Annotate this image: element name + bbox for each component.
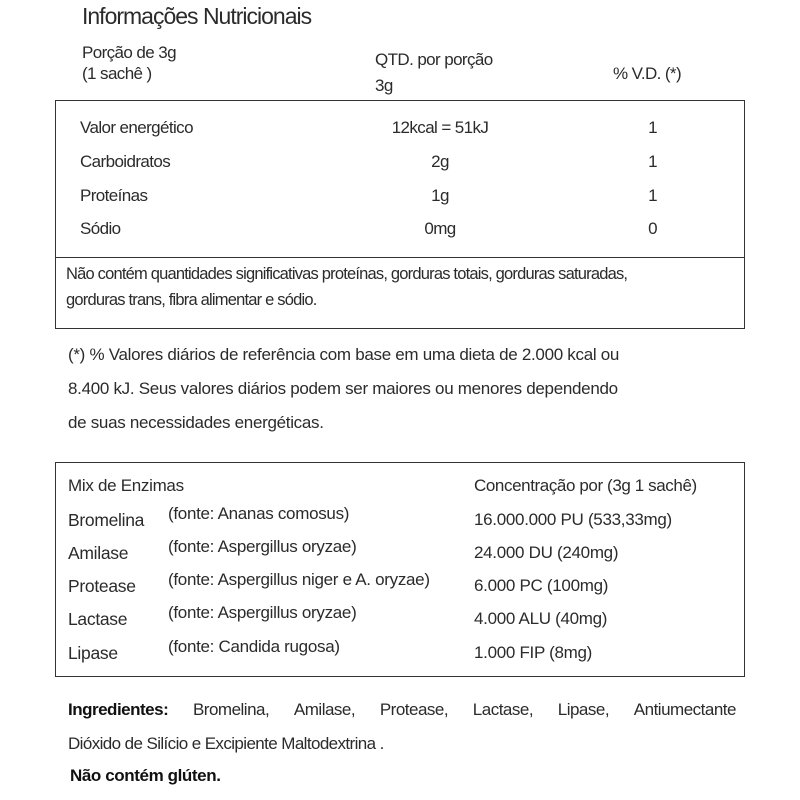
enzyme-concentration: 4.000 ALU (40mg): [474, 609, 608, 628]
enzyme-source: (fonte: Aspergillus oryzae): [168, 603, 357, 622]
nutrient-qty: 1g: [431, 186, 449, 205]
nutrient-qty: 2g: [431, 152, 449, 171]
enzyme-name: Bromelina: [68, 510, 145, 530]
ingredient-word: Protease,: [379, 700, 449, 719]
ingredients-line2: Dióxido de Silício e Excipiente Maltodextrina .: [68, 734, 384, 753]
portion-label-line2: (1 sachê ): [82, 64, 152, 83]
enzyme-name: Protease: [68, 576, 136, 596]
gluten-warning: Não contém glúten.: [70, 766, 221, 785]
enzyme-name: Lipase: [68, 643, 118, 663]
qty-header-line2: 3g: [375, 76, 393, 95]
footnote-line1: (*) % Valores diários de referência com base em uma dieta de 2.000 kcal ou: [68, 345, 620, 364]
enzyme-concentration: 1.000 FIP (8mg): [474, 643, 593, 662]
qty-header-line1: QTD. por porção: [375, 50, 493, 69]
dv-header: % V.D. (*): [613, 64, 682, 83]
portion-label-line1: Porção de 3g: [82, 43, 176, 62]
nutrient-name: Valor energético: [80, 118, 193, 137]
ingredient-word: Lactase,: [472, 700, 534, 719]
nutrient-dv: 1: [648, 118, 657, 137]
ingredient-word: Antiumectante: [633, 700, 736, 719]
nutrient-dv: 1: [648, 186, 657, 205]
enzyme-source: (fonte: Candida rugosa): [168, 637, 340, 656]
footnote-line3: de suas necessidades energéticas.: [68, 413, 324, 432]
enzyme-name: Lactase: [68, 609, 128, 629]
ingredients-line1: [68, 700, 736, 720]
nutrient-qty: 12kcal = 51kJ: [391, 118, 489, 137]
nutrition-note-line1: Não contém quantidades significativas proteínas, gorduras totais, gorduras saturadas,: [66, 265, 628, 283]
nutrient-name: Carboidratos: [80, 152, 171, 171]
nutrient-name: Sódio: [80, 219, 121, 238]
ingredient-word: Amilase,: [293, 700, 356, 719]
enzyme-source: (fonte: Ananas comosus): [168, 504, 350, 523]
enzyme-source: (fonte: Aspergillus oryzae): [168, 537, 357, 556]
nutrient-name: Proteínas: [80, 186, 148, 205]
enzyme-concentration: 16.000.000 PU (533,33mg): [474, 510, 672, 529]
ingredient-word: Lipase,: [557, 700, 610, 719]
enzymes-header-right: Concentração por (3g 1 sachê): [474, 476, 697, 495]
footnote-line2: 8.400 kJ. Seus valores diários podem ser maiores ou menores dependendo: [68, 379, 618, 398]
enzyme-concentration: 24.000 DU (240mg): [474, 543, 619, 562]
ingredients-label: Ingredientes:: [68, 700, 169, 719]
enzyme-concentration: 6.000 PC (100mg): [474, 576, 609, 595]
enzyme-name: Amilase: [68, 543, 129, 563]
nutrition-title: Informações Nutricionais: [82, 3, 312, 29]
enzymes-header-left: Mix de Enzimas: [68, 476, 184, 495]
nutrient-dv: 0: [648, 219, 657, 238]
ingredient-word: Bromelina,: [192, 700, 270, 719]
enzyme-source: (fonte: Aspergillus niger e A. oryzae): [168, 570, 430, 589]
nutrient-qty: 0mg: [424, 219, 456, 238]
nutrient-dv: 1: [648, 152, 657, 171]
nutrition-note-line2: gorduras trans, fibra alimentar e sódio.: [66, 291, 317, 309]
nutrition-divider: [55, 257, 745, 258]
